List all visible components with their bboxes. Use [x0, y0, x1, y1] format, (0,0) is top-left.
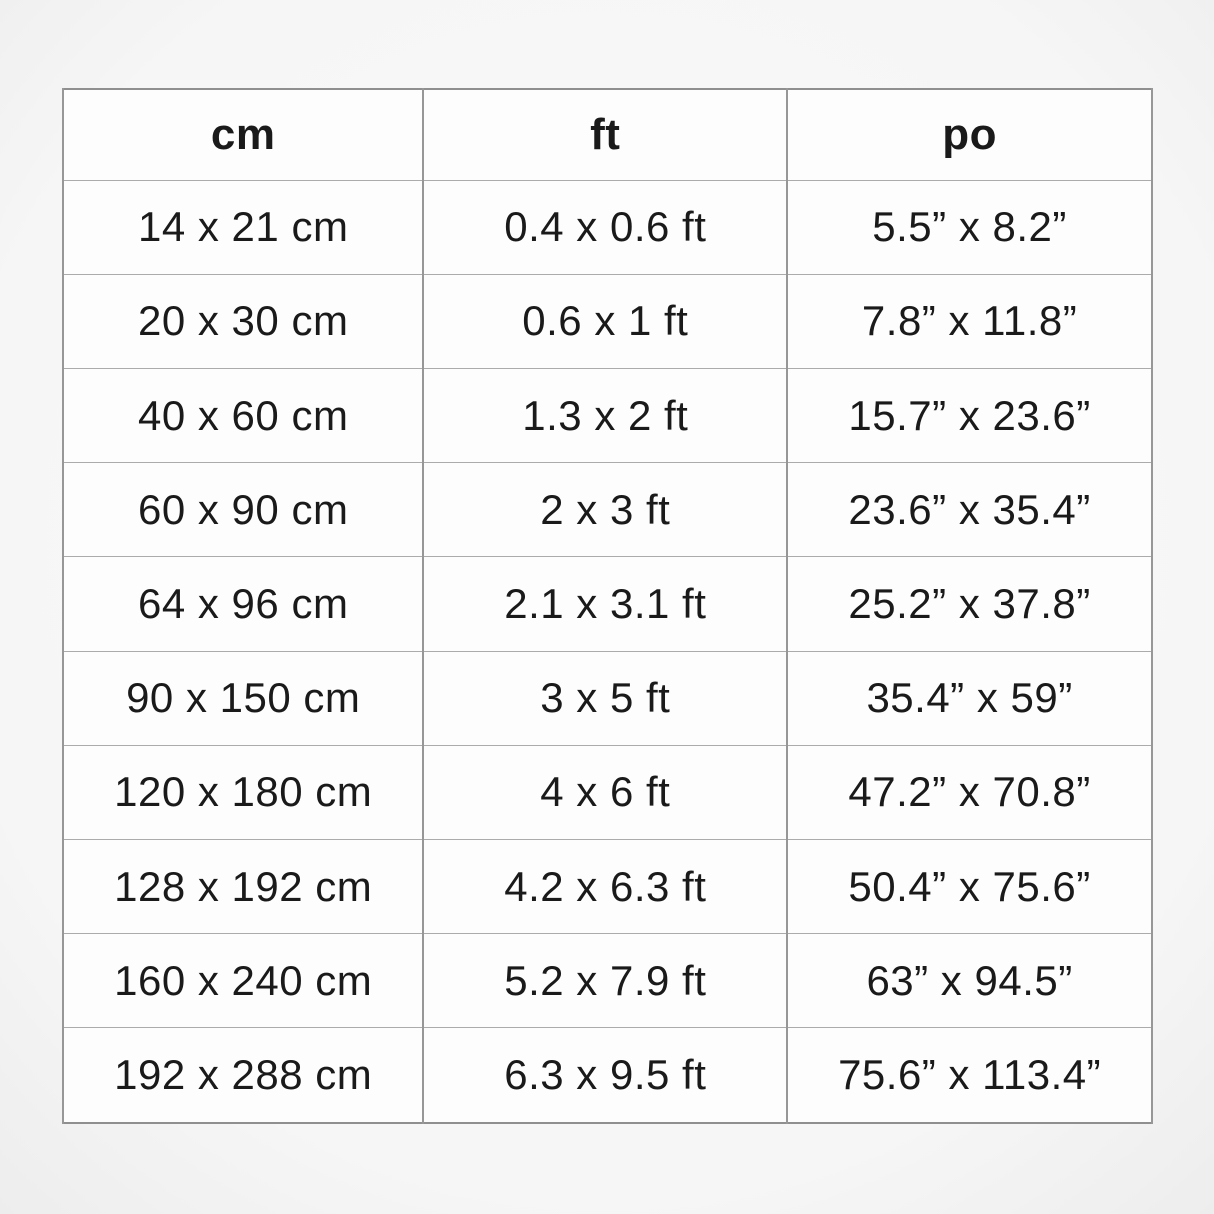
cell-po: 15.7” x 23.6”: [787, 368, 1152, 462]
cell-po: 75.6” x 113.4”: [787, 1028, 1152, 1123]
cell-ft: 2 x 3 ft: [423, 463, 787, 557]
cell-ft: 0.4 x 0.6 ft: [423, 180, 787, 274]
cell-cm: 40 x 60 cm: [63, 368, 423, 462]
cell-ft: 5.2 x 7.9 ft: [423, 934, 787, 1028]
cell-ft: 6.3 x 9.5 ft: [423, 1028, 787, 1123]
cell-cm: 128 x 192 cm: [63, 839, 423, 933]
table-row: [63, 839, 1152, 933]
table-row: [63, 180, 1152, 274]
cell-ft: 4.2 x 6.3 ft: [423, 839, 787, 933]
table-row: [63, 463, 1152, 557]
table-row: [63, 934, 1152, 1028]
table-header: [63, 89, 1152, 180]
cell-po: 63” x 94.5”: [787, 934, 1152, 1028]
table-row: [63, 557, 1152, 651]
cell-po: 5.5” x 8.2”: [787, 180, 1152, 274]
column-header-po: po: [787, 89, 1152, 180]
cell-ft: 1.3 x 2 ft: [423, 368, 787, 462]
table-row: [63, 274, 1152, 368]
cell-cm: 20 x 30 cm: [63, 274, 423, 368]
cell-cm: 120 x 180 cm: [63, 745, 423, 839]
cell-cm: 64 x 96 cm: [63, 557, 423, 651]
cell-po: 25.2” x 37.8”: [787, 557, 1152, 651]
cell-cm: 192 x 288 cm: [63, 1028, 423, 1123]
cell-po: 35.4” x 59”: [787, 651, 1152, 745]
table-row: [63, 1028, 1152, 1123]
table-row: [63, 368, 1152, 462]
cell-po: 23.6” x 35.4”: [787, 463, 1152, 557]
cell-po: 47.2” x 70.8”: [787, 745, 1152, 839]
cell-ft: 2.1 x 3.1 ft: [423, 557, 787, 651]
table-row: [63, 651, 1152, 745]
header-row: [63, 89, 1152, 180]
cell-ft: 4 x 6 ft: [423, 745, 787, 839]
cell-cm: 14 x 21 cm: [63, 180, 423, 274]
table-body: [63, 180, 1152, 1123]
cell-po: 50.4” x 75.6”: [787, 839, 1152, 933]
cell-cm: 60 x 90 cm: [63, 463, 423, 557]
cell-ft: 0.6 x 1 ft: [423, 274, 787, 368]
column-header-ft: ft: [423, 89, 787, 180]
cell-cm: 160 x 240 cm: [63, 934, 423, 1028]
size-conversion-table: [62, 88, 1153, 1124]
column-header-cm: cm: [63, 89, 423, 180]
cell-ft: 3 x 5 ft: [423, 651, 787, 745]
table-row: [63, 745, 1152, 839]
size-conversion-table-container: [62, 88, 1153, 1124]
cell-cm: 90 x 150 cm: [63, 651, 423, 745]
cell-po: 7.8” x 11.8”: [787, 274, 1152, 368]
